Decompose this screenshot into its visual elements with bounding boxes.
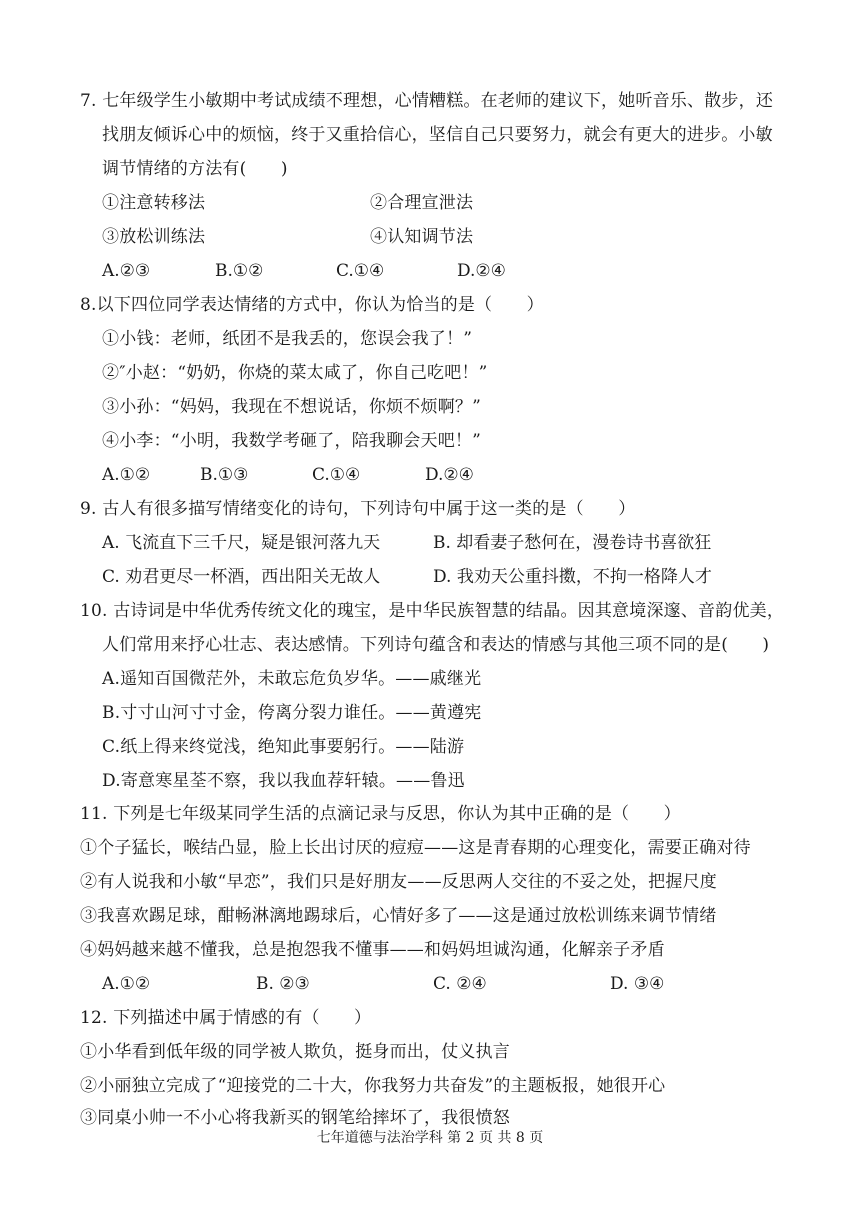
- q7-item-3: ③放松训练法: [102, 227, 206, 247]
- q10-option-b: B.寸寸山河寸寸金，侉离分裂力谁任。——黄遵宪: [102, 703, 482, 723]
- q7-item-2: ②合理宣泄法: [370, 193, 474, 213]
- q9-option-c: C. 劝君更尽一杯酒，西出阳关无故人: [102, 567, 381, 587]
- q8-stem: 8.以下四位同学表达情绪的方式中，你认为恰当的是（ ）: [80, 295, 544, 315]
- q8-option-d: D.②④: [425, 465, 474, 485]
- q8-option-c: C.①④: [312, 465, 361, 485]
- q8-option-b: B.①③: [200, 465, 249, 485]
- q12-item-2: ②小丽独立完成了“迎接党的二十大，你我努力共奋发”的主题板报，她很开心: [80, 1076, 666, 1096]
- q10-stem-line-1: 10. 古诗词是中华优秀传统文化的瑰宝，是中华民族智慧的结晶。因其意境深邃、音韵优美，: [80, 601, 785, 621]
- q11-item-1: ①个子猛长，喉结凸显，脸上长出讨厌的痘痘——这是青春期的心理变化，需要正确对待: [80, 838, 751, 858]
- q7-option-d: D.②④: [457, 261, 506, 281]
- q11-item-2: ②有人说我和小敏“早恋”，我们只是好朋友——反思两人交往的不妥之处，把握尺度: [80, 872, 717, 892]
- q11-option-a: A.①②: [102, 974, 151, 994]
- q11-item-3: ③我喜欢踢足球，酣畅淋漓地踢球后，心情好多了——这是通过放松训练来调节情绪: [80, 906, 717, 926]
- q9-option-a: A. 飞流直下三千尺，疑是银河落九天: [102, 533, 381, 553]
- q7-stem-line-2: 找朋友倾诉心中的烦恼，终于又重拾信心，坚信自己只要努力，就会有更大的进步。小敏: [102, 125, 773, 145]
- q8-option-a: A.①②: [102, 465, 151, 485]
- q8-item-3: ③小孙：“妈妈，我现在不想说话，你烦不烦啊？”: [102, 397, 481, 417]
- q11-option-c: C. ②④: [433, 974, 487, 994]
- q8-item-1: ①小钱：老师，纸团不是我丢的，您误会我了！”: [102, 329, 473, 349]
- q8-item-2: ②″小赵：“奶奶，你烧的菜太咸了，你自己吃吧！”: [102, 363, 488, 383]
- q12-stem: 12. 下列描述中属于情感的有（ ）: [80, 1008, 372, 1028]
- q7-stem-line-1: 7. 七年级学生小敏期中考试成绩不理想，心情糟糕。在老师的建议下，她听音乐、散步，还: [80, 91, 774, 111]
- q7-item-4: ④认知调节法: [370, 227, 474, 247]
- q7-item-1: ①注意转移法: [102, 193, 206, 213]
- q7-option-b: B.①②: [215, 261, 264, 281]
- q9-stem: 9. 古人有很多描写情绪变化的诗句，下列诗句中属于这一类的是（ ）: [80, 499, 636, 519]
- q7-option-c: C.①④: [336, 261, 385, 281]
- q10-stem-line-2: 人们常用来抒心壮志、表达感情。下列诗句蕴含和表达的情感与其他三项不同的是( ): [102, 635, 770, 655]
- q10-option-c: C.纸上得来终觉浅，绝知此事要躬行。——陆游: [102, 737, 465, 757]
- q9-option-b: B. 却看妻子愁何在，漫卷诗书喜欲狂: [433, 533, 712, 553]
- q7-option-a: A.②③: [102, 261, 151, 281]
- q9-option-d: D. 我劝天公重抖擞，不拘一格降人才: [433, 567, 712, 587]
- q10-option-a: A.遥知百国微茫外，未敢忘危负岁华。——戚继光: [102, 669, 482, 689]
- q12-item-1: ①小华看到低年级的同学被人欺负，挺身而出，仗义执言: [80, 1042, 510, 1062]
- q11-option-d: D. ③④: [610, 974, 665, 994]
- q8-item-4: ④小李：“小明，我数学考砸了，陪我聊会天吧！”: [102, 431, 481, 451]
- q11-item-4: ④妈妈越来越不懂我，总是抱怨我不懂事——和妈妈坦诚沟通，化解亲子矛盾: [80, 940, 665, 960]
- q7-stem-line-3: 调节情绪的方法有( ): [102, 159, 288, 179]
- q10-option-d: D.寄意寒星荃不察，我以我血荐轩辕。——鲁迅: [102, 771, 465, 791]
- q12-item-3: ③同桌小帅一不小心将我新买的钢笔给摔坏了，我很愤怒: [80, 1108, 510, 1128]
- page-footer: 七年道德与法治学科 第 2 页 共 8 页: [316, 1130, 544, 1146]
- q11-option-b: B. ②③: [256, 974, 310, 994]
- q11-stem: 11. 下列是七年级某同学生活的点滴记录与反思，你认为其中正确的是（ ）: [80, 804, 681, 824]
